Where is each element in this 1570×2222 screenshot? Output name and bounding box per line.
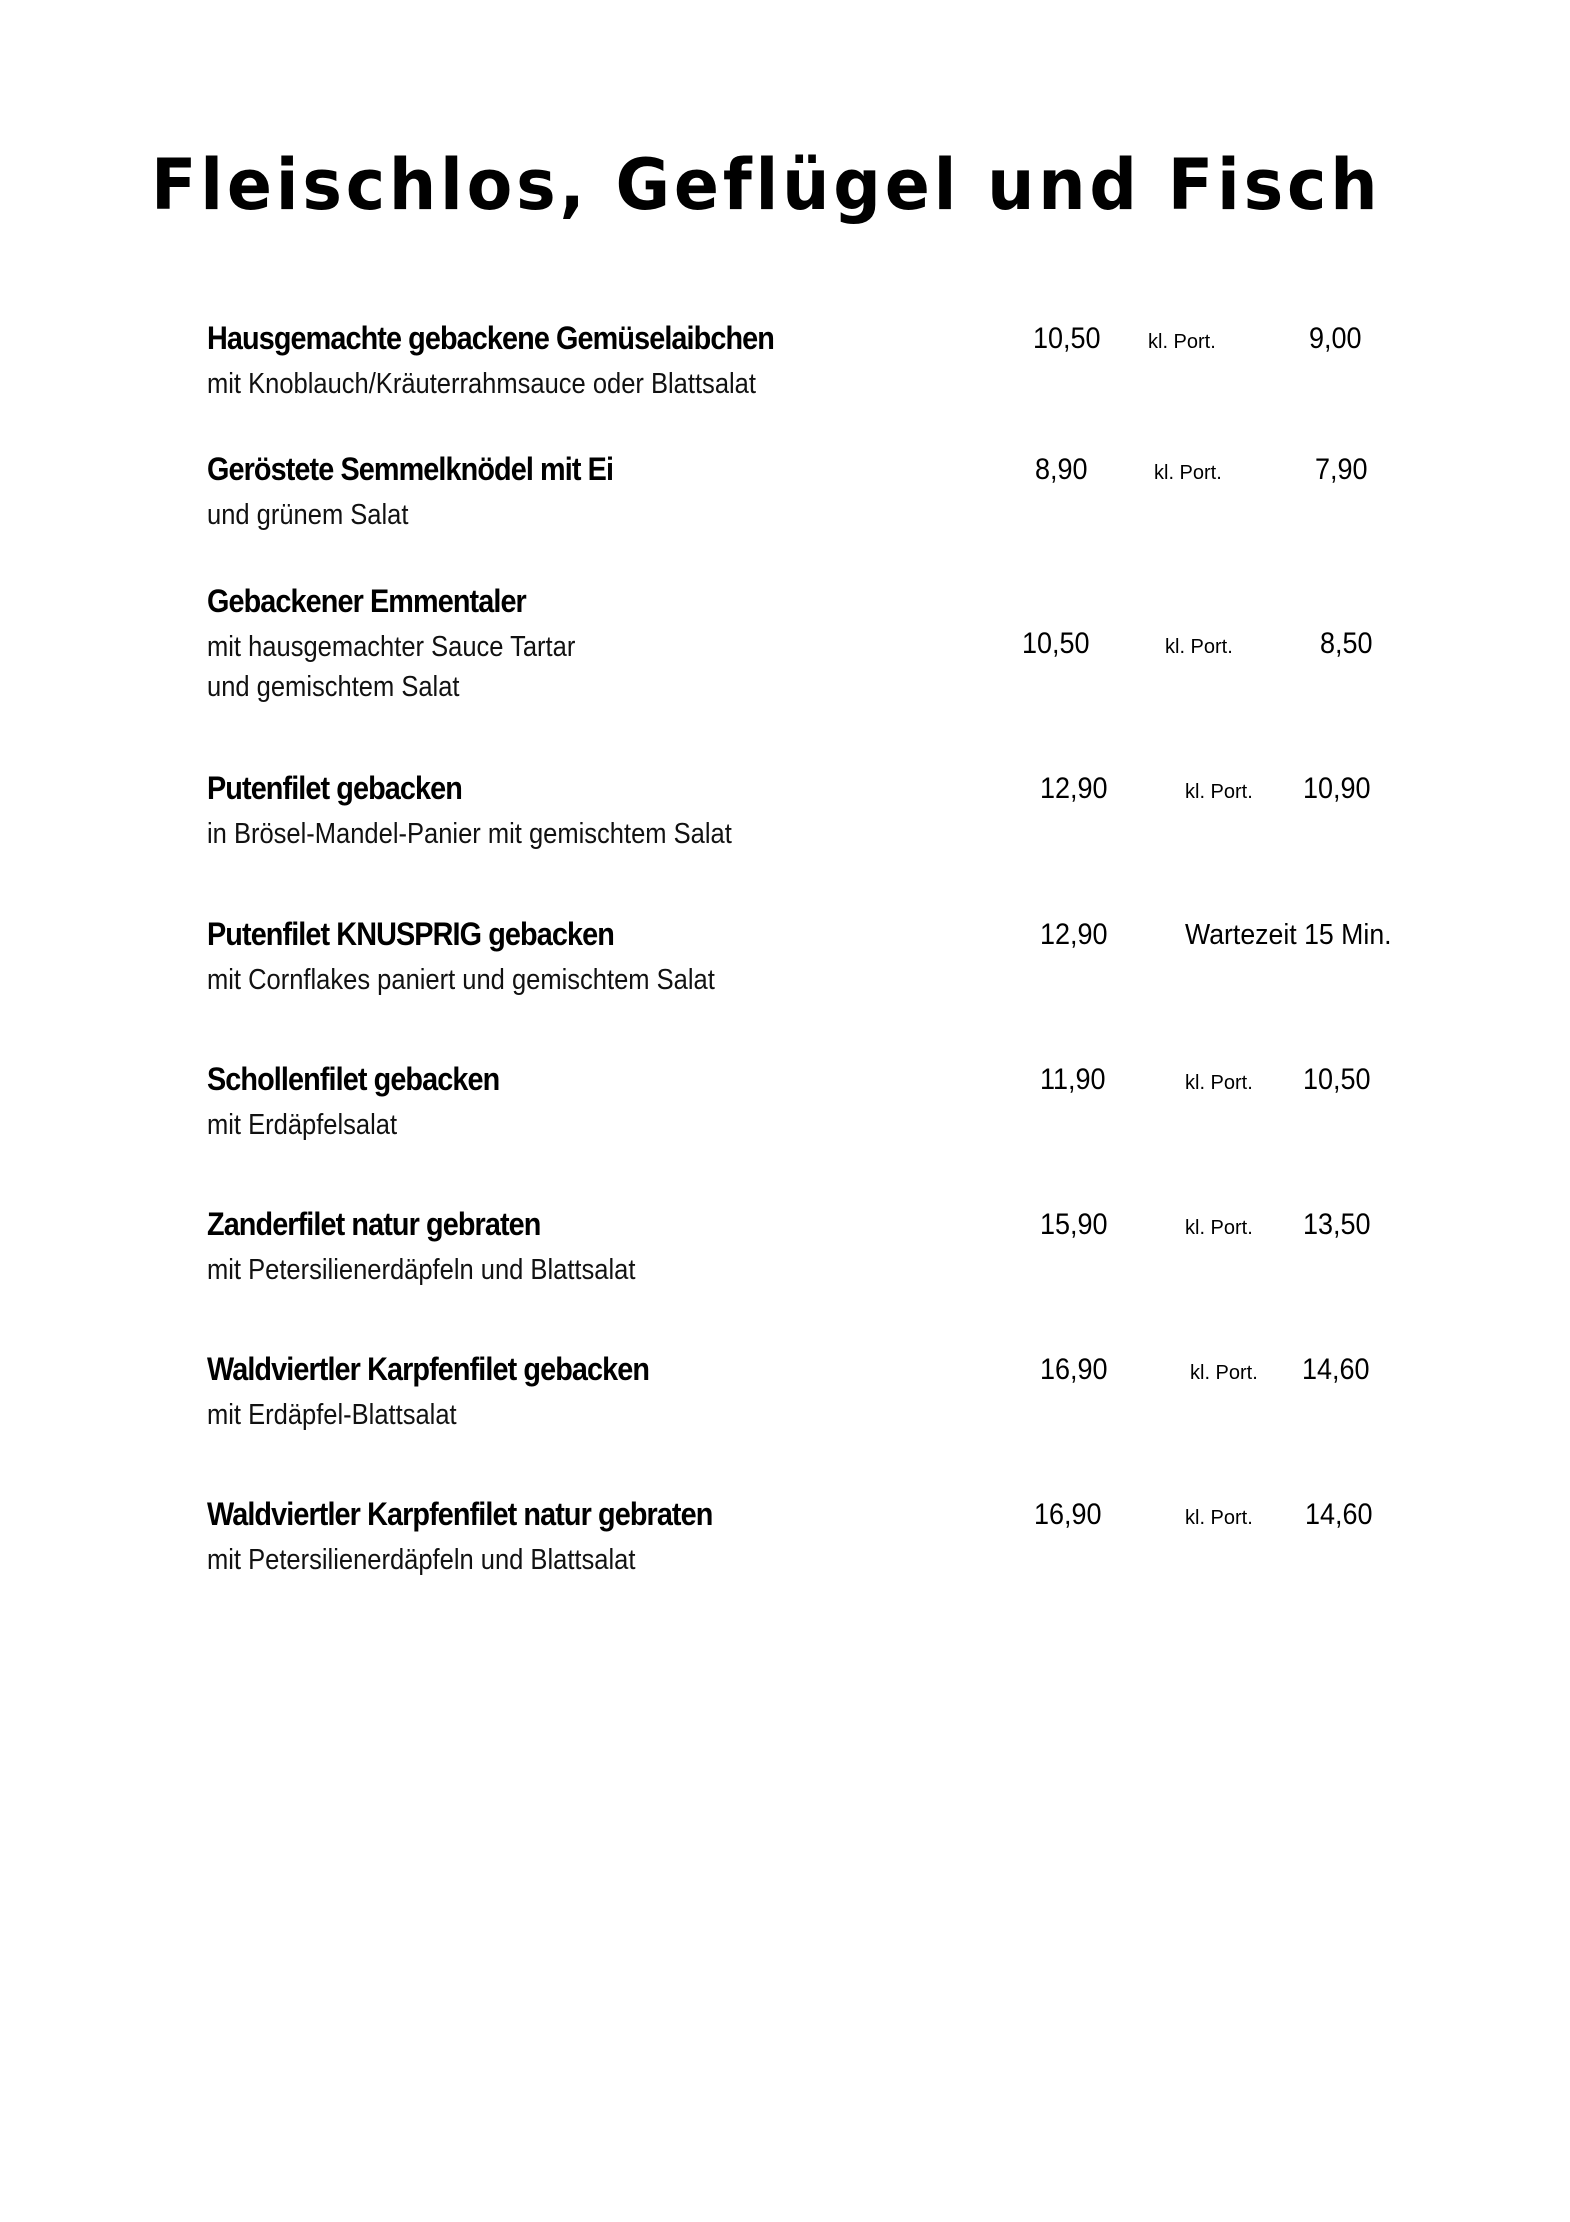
dish-name: Putenfilet gebacken <box>207 770 462 806</box>
small-portion-price: 7,90 <box>1315 453 1368 486</box>
dish-description: mit Cornflakes paniert und gemischtem Salat <box>207 964 715 996</box>
price: 15,90 <box>1040 1208 1108 1241</box>
price: 12,90 <box>1040 918 1108 951</box>
dish-name: Gebackener Emmentaler <box>207 583 526 619</box>
small-portion-label: kl. Port. <box>1185 781 1253 803</box>
small-portion-label: kl. Port. <box>1190 1362 1258 1384</box>
dish-description: mit Erdäpfelsalat <box>207 1109 398 1141</box>
dish-description: in Brösel-Mandel-Panier mit gemischtem Salat <box>207 818 732 850</box>
price: 10,50 <box>1033 322 1101 355</box>
small-portion-price: 14,60 <box>1305 1498 1373 1531</box>
small-portion-price: 10,90 <box>1303 772 1371 805</box>
small-portion-label: kl. Port. <box>1185 1072 1253 1094</box>
dish-name: Hausgemachte gebackene Gemüselaibchen <box>207 320 774 356</box>
price: 8,90 <box>1035 453 1088 486</box>
small-portion-label: kl. Port. <box>1148 331 1216 353</box>
dish-description: mit Petersilienerdäpfeln und Blattsalat <box>207 1254 636 1286</box>
small-portion-price: 13,50 <box>1303 1208 1371 1241</box>
small-portion-price: 8,50 <box>1320 627 1373 660</box>
dish-name: Waldviertler Karpfenfilet natur gebraten <box>207 1496 713 1532</box>
small-portion-label: kl. Port. <box>1165 636 1233 658</box>
price: 12,90 <box>1040 772 1108 805</box>
dish-name: Putenfilet KNUSPRIG gebacken <box>207 916 614 952</box>
dish-description: mit Knoblauch/Kräuterrahmsauce oder Blattsalat <box>207 368 756 400</box>
price: 16,90 <box>1034 1498 1102 1531</box>
small-portion-label: kl. Port. <box>1185 1507 1253 1529</box>
price: 16,90 <box>1040 1353 1108 1386</box>
waiting-time-note: Wartezeit 15 Min. <box>1185 919 1392 951</box>
small-portion-price: 14,60 <box>1302 1353 1370 1386</box>
dish-name: Zanderfilet natur gebraten <box>207 1206 541 1242</box>
dish-name: Waldviertler Karpfenfilet gebacken <box>207 1351 650 1387</box>
dish-description: mit Petersilienerdäpfeln und Blattsalat <box>207 1544 636 1576</box>
dish-description: mit hausgemachter Sauce Tartar <box>207 631 576 663</box>
dish-name: Schollenfilet gebacken <box>207 1061 500 1097</box>
dish-name: Geröstete Semmelknödel mit Ei <box>207 451 614 487</box>
small-portion-label: kl. Port. <box>1185 1217 1253 1239</box>
small-portion-label: kl. Port. <box>1154 462 1222 484</box>
price: 11,90 <box>1040 1063 1106 1096</box>
price: 10,50 <box>1022 627 1090 660</box>
dish-description: und grünem Salat <box>207 499 409 531</box>
small-portion-price: 9,00 <box>1309 322 1362 355</box>
small-portion-price: 10,50 <box>1303 1063 1371 1096</box>
page-title: Fleischlos, Geflügel und Fisch <box>151 144 1382 226</box>
dish-description: und gemischtem Salat <box>207 671 460 703</box>
dish-description: mit Erdäpfel-Blattsalat <box>207 1399 457 1431</box>
